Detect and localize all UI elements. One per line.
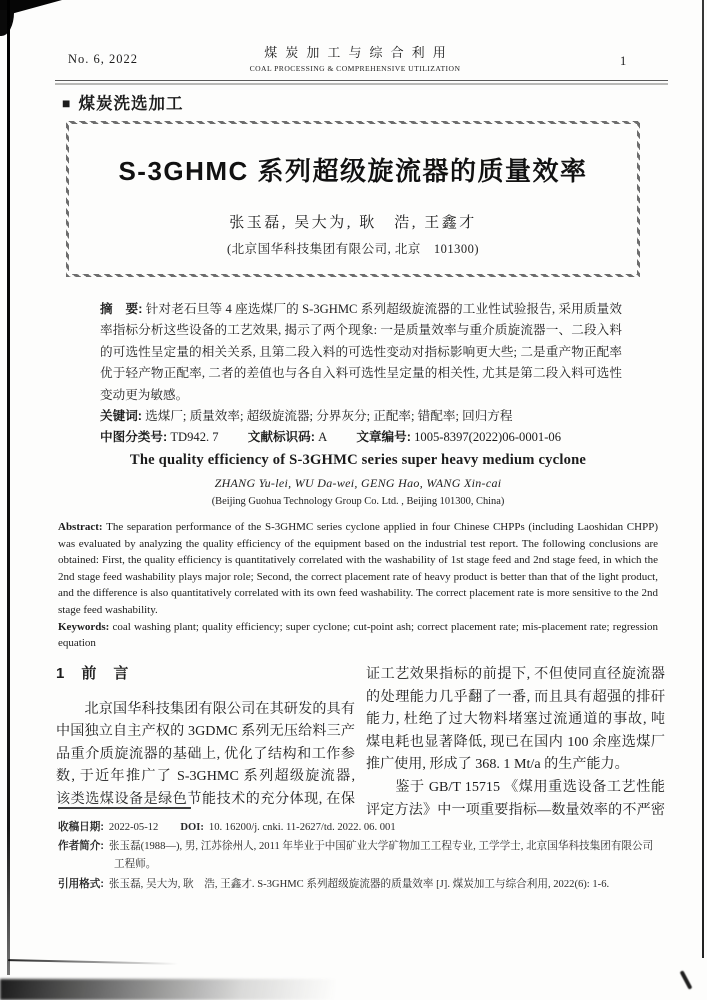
footnote-author-bio: [58, 837, 664, 856]
scan-edge-line-right: [702, 0, 704, 958]
abstract-label-cn: 摘 要:: [100, 302, 143, 316]
article-no-value: 1005-8397(2022)06-0001-06: [414, 430, 562, 445]
abstract-cn: [100, 299, 622, 406]
doi-label: DOI:: [180, 822, 204, 833]
footnote-rule: [58, 807, 191, 809]
bio-label: 作者简介:: [58, 840, 104, 853]
body-line: 能力, 杜绝了过大物料堵塞过流通道的事故, 吨: [366, 711, 665, 728]
doc-code-pair: [248, 430, 327, 444]
paper-affiliation-en: (Beijing Guohua Technology Group Co. Ltd. , Beijing 101300, China): [211, 496, 505, 507]
paper-authors: 张玉磊, 吴大为, 耿 浩, 王鑫才: [229, 215, 477, 231]
journal-title-cn: 煤炭加工与综合利用: [264, 45, 454, 60]
paper-title-en: The quality efficiency of S-3GHMC series super heavy medium cyclone: [129, 452, 587, 468]
paper-authors-en: ZHANG Yu-lei, WU Da-wei, GENG Hao, WANG Xin-cai: [214, 476, 502, 490]
keywords-text-cn: 选煤厂; 质量效率; 超级旋流器; 分界灰分; 正配率; 错配率; 回归方程: [145, 409, 513, 424]
body-line: 证工艺效果指标的前提下, 不但使同直径旋流器: [366, 666, 665, 682]
paper-title: S-3GHMC 系列超级旋流器的质量效率: [118, 156, 588, 186]
page-number: 1: [620, 54, 627, 68]
body-line: 鉴于 GB/T 15715 《煤用重选设备工艺性能: [366, 778, 665, 795]
footnote-received: [58, 818, 664, 837]
body-line: 品重介质旋流器的基础上, 优化了结构和工作参: [56, 745, 355, 762]
bio-line1: 张玉磊(1988—), 男, 江苏徐州人, 2011 年毕业于中国矿业大学矿物加工工程专业, 工学学士, 北京国华科技集团有限公司: [108, 841, 654, 853]
body-line: 推广使用, 形成了 368. 1 Mt/a 的生产能力。: [366, 756, 629, 773]
keywords-text-en: coal washing plant; quality efficiency; super cyclone; cut-point ash; correct placement rate; mis-placement rate; regression equation: [58, 620, 659, 650]
chinese-meta-block: [100, 299, 622, 449]
article-no-label: 文章编号:: [356, 430, 411, 445]
abstract-text-cn: 针对老石旦等 4 座选煤厂的 S-3GHMC 系列超级旋流器的工业性试验报告, 采用质量效率指标分析这些设备的工艺效果, 揭示了两个现象: 一是质量效率与重介质旋流器一、二段入料的可选性呈定量的相关关系, 且第二段入料的可选性变动对指标影响更大些; 二是重产物正配率优于轻产物正配率, 二者的差值也与各自入料可选性呈定量的相关性, 尤其是第二段入料可选性变动更为敏感。: [100, 302, 622, 402]
received-label: 收稿日期:: [58, 821, 104, 833]
title-box: [66, 121, 640, 277]
doc-code-value: A: [318, 430, 328, 445]
body-line: 的处理能力几乎翻了一番, 而且具有超强的排矸: [366, 688, 665, 705]
clc-value: TD942. 7: [170, 430, 219, 445]
journal-issue: No. 6, 2022: [68, 52, 139, 66]
keywords-label-cn: 关键词:: [100, 409, 142, 424]
abstract-label-en: Abstract:: [58, 521, 103, 533]
citation-label: 引用格式:: [58, 877, 104, 890]
body-line: 煤电耗也显著降低, 现已在国内 100 余座选煤厂: [366, 733, 665, 750]
scan-edge-line-left: [7, 0, 10, 975]
citation-value: 张玉磊, 吴大为, 耿 浩, 王鑫才. S-3GHMC 系列超级旋流器的质量效率 [J]. 煤炭加工与综合利用, 2022(6): 1-6.: [108, 878, 610, 890]
footnotes-block: [58, 818, 664, 894]
doc-code-label: 文献标识码:: [247, 430, 315, 445]
journal-title-en: COAL PROCESSING & COMPREHENSIVE UTILIZATION: [249, 64, 461, 73]
body-column-left: [56, 663, 355, 811]
section-label-text: 煤炭洗选加工: [78, 95, 184, 113]
section-1-heading: 1 前 言: [56, 665, 130, 682]
english-meta-block: [58, 452, 658, 652]
article-no-pair: [356, 430, 561, 444]
abstract-en: [58, 519, 658, 619]
classification-line: [100, 427, 622, 448]
keywords-cn: [100, 406, 622, 427]
header-rule: [55, 80, 668, 85]
scan-curl-line-bottom-left: [8, 959, 178, 965]
scan-mark-bottom-right: [680, 970, 693, 990]
paper-affiliation: (北京国华科技集团有限公司, 北京 101300): [226, 242, 480, 256]
body-line: 该类选煤设备是绿色节能技术的充分体现, 在保: [56, 790, 355, 807]
keywords-label-en: Keywords:: [58, 620, 110, 633]
body-column-right: [366, 663, 665, 821]
bio-line2: 工程师。: [114, 859, 157, 871]
scan-smear-bottom-left: [0, 979, 335, 1000]
abstract-text-en: The separation performance of the S-3GHMC series cyclone applied in four Chinese CHPPs (including Laoshidan CHPP) was evaluated by analyzing the quality efficiency of the equipment based on the industrial test report. The following conclusions are obtained: First, the quality efficiency is quantitatively correlated with the washability of 1st stage feed and 2nd stage feed, in which the 2nd stage feed washability plays major role; Second, the correct placement rate of heavy product is better than that of the light product, and the difference is also quantitatively correlated with its own feed washability. The correct placement rate is more sensitive to the 2nd stage feed washability.: [58, 521, 658, 616]
footnote-citation: [58, 875, 664, 894]
received-value: 2022-05-12: [108, 822, 159, 833]
keywords-en: [58, 619, 658, 652]
section-marker-icon: ■: [62, 95, 72, 111]
clc-pair: [100, 430, 219, 444]
column-section-label: [62, 90, 183, 114]
body-line: 北京国华科技集团有限公司在其研发的具有: [56, 700, 355, 717]
clc-label: 中图分类号:: [100, 430, 168, 445]
doi-value: 10. 16200/j. cnki. 11-2627/td. 2022. 06. 001: [208, 822, 396, 833]
body-line: 数, 于近年推广了 S-3GHMC 系列超级旋流器,: [56, 768, 355, 785]
body-line: 评定方法》中一项重要指标—数量效率的不严密: [366, 801, 665, 818]
journal-masthead: [140, 42, 570, 73]
body-line: 中国独立自主产权的 3GDMC 系列无压给料三产: [56, 723, 355, 740]
